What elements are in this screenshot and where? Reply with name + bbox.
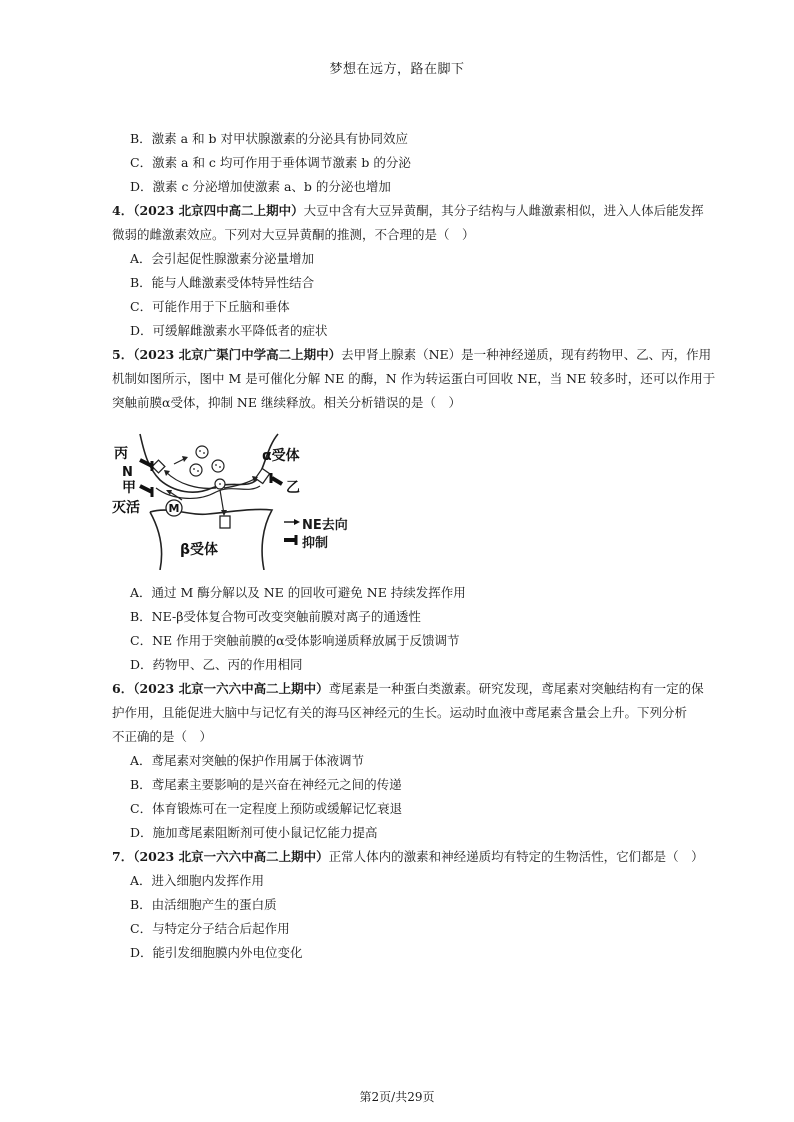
q3-option-c: C．激素 a 和 c 均可作用于垂体调节激素 b 的分泌 (130, 155, 411, 170)
q5-option-b: B．NE-β受体复合物可改变突触前膜对离子的通透性 (130, 609, 421, 624)
label-beta-receptor: β受体 (180, 542, 219, 558)
q5-stem-line2: 机制如图所示，图中 M 是可催化分解 NE 的酶，N 作为转运蛋白可回收 NE，当 NE 较多时，还可以作用于 (112, 371, 716, 386)
q7-stem-line1 (112, 849, 704, 865)
q5-option-c: C．NE 作用于突触前膜的α受体影响递质释放属于反馈调节 (130, 633, 460, 648)
q4-source: （2023 北京四中高二上期中） (133, 203, 304, 218)
inhibit-jia (140, 486, 152, 492)
q4-stem-line1 (112, 203, 704, 219)
q5-number: 5． (112, 347, 134, 362)
label-alpha-receptor: α受体 (262, 448, 300, 464)
label-bing: 丙 (114, 446, 128, 462)
q5-stem-text: 去甲肾上腺素（NE）是一种神经递质，现有药物甲、乙、丙，作用 (341, 347, 712, 362)
q7-option-c: C．与特定分子结合后起作用 (130, 921, 290, 936)
q6-stem-line2: 护作用，且能促进大脑中与记忆有关的海马区神经元的生长。运动时血液中鸢尾素含量会上升。下列分析 (112, 705, 688, 720)
q4-option-a: A．会引起促性腺激素分泌量增加 (130, 251, 315, 266)
q6-stem-line3: 不正确的是（ ） (112, 729, 213, 744)
label-yi: 乙 (286, 480, 300, 496)
beta-receptor (220, 516, 230, 528)
q4-option-b: B．能与人雌激素受体特异性结合 (130, 275, 315, 290)
q6-stem-line1 (112, 681, 704, 697)
q6-source: （2023 北京一六六中高二上期中） (133, 681, 329, 696)
synapse-figure (112, 430, 348, 570)
q4-number: 4． (112, 203, 134, 218)
q3-option-b: B．激素 a 和 b 对甲状腺激素的分泌具有协同效应 (130, 131, 409, 146)
label-jia: 甲 (122, 480, 136, 496)
ne-arrow (166, 472, 216, 488)
q6-option-c: C．体育锻炼可在一定程度上预防或缓解记忆衰退 (130, 801, 403, 816)
vesicle (190, 464, 202, 476)
q4-option-d: D．可缓解雌激素水平降低者的症状 (130, 323, 328, 338)
q7-option-a: A．进入细胞内发挥作用 (130, 873, 265, 888)
q7-number: 7． (112, 849, 134, 864)
page-header: 梦想在远方，路在脚下 (329, 62, 465, 77)
q7-stem-text: 正常人体内的激素和神经递质均有特定的生物活性，它们都是（ ） (328, 849, 704, 864)
q5-stem-line3: 突触前膜α受体，抑制 NE 继续释放。相关分析错误的是（ ） (112, 395, 461, 410)
q6-stem-text: 鸢尾素是一种蛋白类激素。研究发现，鸢尾素对突触结构有一定的保 (328, 681, 704, 696)
q5-option-a: A．通过 M 酶分解以及 NE 的回收可避免 NE 持续发挥作用 (130, 585, 466, 600)
page-footer: 第2页/共29页 (359, 1090, 435, 1104)
legend-inhibit-label: 抑制 (302, 536, 329, 551)
vesicle (196, 446, 208, 458)
q7-option-d: D．能引发细胞膜内外电位变化 (130, 945, 303, 960)
q7-option-b: B．由活细胞产生的蛋白质 (130, 897, 277, 912)
label-m: M (168, 502, 180, 515)
q5-stem-line1 (112, 347, 711, 363)
alpha-receptor (255, 469, 269, 484)
q7-source: （2023 北京一六六中高二上期中） (133, 849, 329, 864)
q6-option-b: B．鸢尾素主要影响的是兴奋在神经元之间的传递 (130, 777, 402, 792)
q4-stem-line2: 微弱的雌激素效应。下列对大豆异黄酮的推测，不合理的是（ ） (112, 227, 475, 242)
q4-option-c: C．可能作用于下丘脑和垂体 (130, 299, 290, 314)
q4-stem-text: 大豆中含有大豆异黄酮，其分子结构与人雌激素相似，进入人体后能发挥 (303, 203, 704, 218)
n-transporter (152, 460, 165, 473)
inhibit-yi (272, 478, 282, 484)
postsynaptic-membrane (150, 509, 272, 570)
legend-ne-label: NE去向 (302, 518, 348, 533)
q5-option-d: D．药物甲、乙、丙的作用相同 (130, 657, 303, 672)
q3-option-d: D．激素 c 分泌增加使激素 a、b 的分泌也增加 (130, 179, 391, 194)
label-miehuo: 灭活 (112, 500, 140, 516)
q6-option-d: D．施加鸢尾素阻断剂可使小鼠记忆能力提高 (130, 825, 378, 840)
q5-source: （2023 北京广渠门中学高二上期中） (133, 347, 342, 362)
q6-option-a: A．鸢尾素对突触的保护作用属于体液调节 (130, 753, 365, 768)
q6-number: 6． (112, 681, 134, 696)
label-n: N (122, 465, 133, 480)
vesicle (215, 479, 225, 489)
vesicle (212, 460, 224, 472)
inhibit-bing (140, 460, 152, 466)
